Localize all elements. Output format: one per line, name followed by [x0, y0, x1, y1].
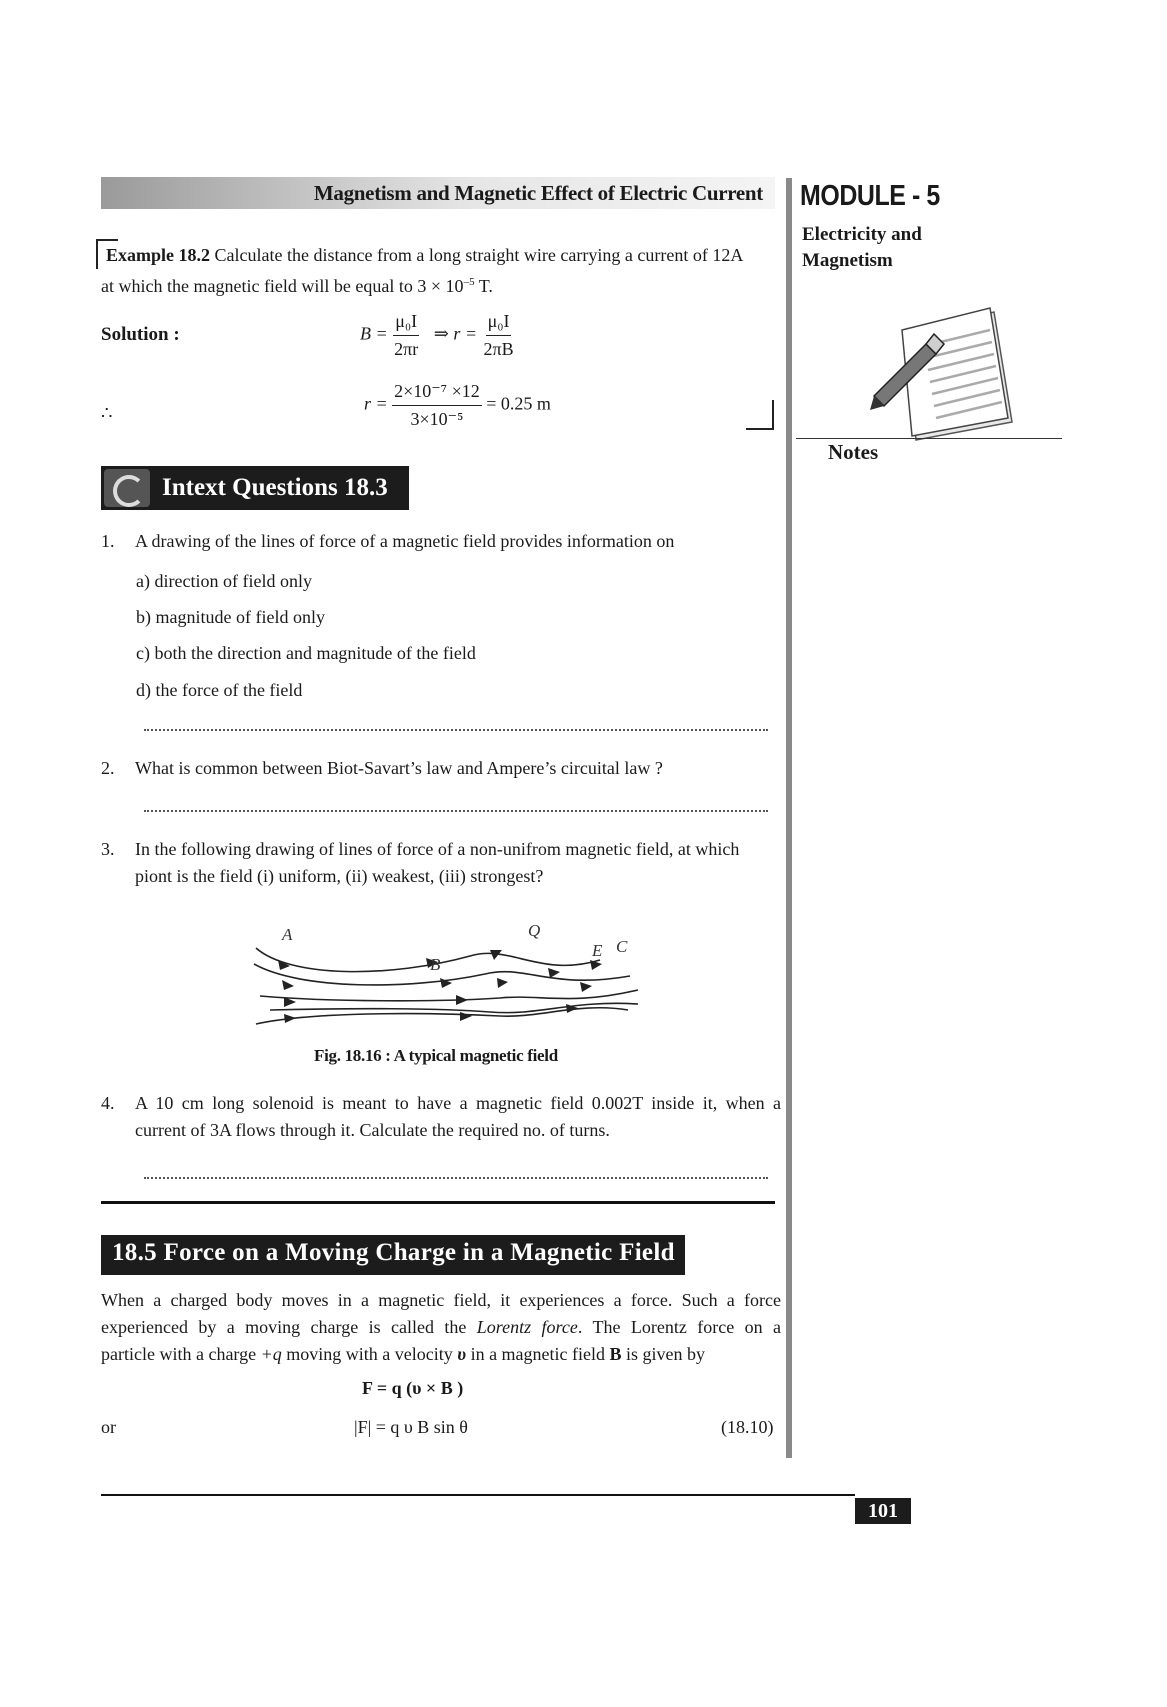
q3-text-2: piont is the field (i) uniform, (ii) weakest, (iii) strongest? [135, 866, 544, 886]
q1-option-a: a) direction of field only [136, 571, 312, 591]
q1-option-c: c) both the direction and magnitude of the field [136, 643, 476, 663]
q4-text-1: A 10 cm long solenoid is meant to have a magnetic field 0.002T inside it, when a [135, 1093, 781, 1113]
eq1-den2: 2πB [483, 339, 514, 359]
para-line-3d: is given by [621, 1344, 706, 1364]
q2-text: What is common between Biot-Savart’s law and Ampere’s circuital law ? [135, 758, 663, 778]
eq2-lhs: r = [364, 393, 388, 414]
para-line-1: When a charged body moves in a magnetic field, it experiences a force. Such a force [101, 1290, 781, 1310]
notes-label: Notes [828, 440, 879, 464]
para-line-3a: particle with a charge [101, 1344, 261, 1364]
para-line-2a: experienced by a moving charge is called the [101, 1317, 477, 1337]
fig-label-a: A [282, 925, 293, 944]
eq2-den: 3×10⁻⁵ [410, 409, 464, 429]
module-subtitle [802, 222, 952, 274]
solution-label: Solution : [101, 324, 180, 345]
para-line-2b: . The Lorentz force on a [577, 1317, 781, 1337]
lorentz-force-term: Lorentz force [476, 1317, 578, 1337]
equation-1 [360, 308, 516, 363]
eq1-lhs: B = [360, 323, 388, 344]
para-line-2 [101, 1314, 781, 1341]
question-1 [101, 528, 781, 555]
question-2 [101, 755, 663, 782]
example-line-2 [101, 269, 493, 300]
answer-line-2 [144, 810, 768, 812]
q3-text-1: In the following drawing of lines of force of a non-unifrom magnetic field, at which [135, 839, 740, 859]
fig-label-c: C [616, 937, 628, 956]
module-subtitle-line-2: Magnetism [802, 250, 893, 271]
eq2-rhs: = 0.25 m [486, 393, 551, 414]
eq1-num2: μ₀I [486, 308, 512, 336]
fig-label-b: B [430, 955, 441, 974]
field-symbol: B [609, 1344, 622, 1364]
lorentz-equation-1: F = q (υ × B ) [362, 1378, 464, 1398]
section-divider [101, 1201, 775, 1204]
running-header [101, 177, 775, 209]
answer-line-1 [144, 729, 768, 731]
q1-text: A drawing of the lines of force of a magnetic field provides information on [135, 531, 675, 551]
eq1-den: 2πr [394, 339, 419, 359]
section-paragraph [101, 1287, 781, 1368]
lorentz-equation-2: |F| = q υ B sin θ [354, 1417, 468, 1437]
page-number: 101 [855, 1498, 911, 1524]
therefore-symbol: ∴ [101, 403, 113, 423]
example-text-1: Calculate the distance from a long straight wire carrying a current of 12A [214, 245, 744, 265]
answer-line-4 [144, 1177, 768, 1179]
para-line-3c: in a magnetic field [466, 1344, 610, 1364]
magnetic-field-figure [240, 920, 640, 1040]
eq2-num: 2×10⁻⁷ ×12 [392, 378, 482, 406]
q1-option-b: b) magnitude of field only [136, 607, 325, 627]
section-title: 18.5 Force on a Moving Charge in a Magnetic Field [112, 1239, 675, 1266]
para-line-3b: moving with a velocity [281, 1344, 458, 1364]
eq1-mid: ⇒ r = [433, 323, 477, 344]
example-line-1 [106, 242, 776, 269]
q4-text-2: current of 3A flows through it. Calculate the required no. of turns. [135, 1120, 610, 1140]
fig-label-q: Q [528, 921, 541, 940]
q1-number: 1. [101, 531, 115, 551]
module-subtitle-line-1: Electricity and [802, 224, 922, 245]
example-exponent: –5 [463, 276, 475, 288]
intext-title: Intext Questions 18.3 [162, 474, 388, 501]
question-3 [101, 836, 781, 890]
eq1-fraction-1 [392, 308, 420, 363]
example-text-2: at which the magnetic field will be equal to 3 × 10 [101, 276, 464, 296]
equation-2 [364, 378, 551, 433]
charge-symbol: +q [260, 1344, 282, 1364]
eq1-num: μ₀I [393, 308, 419, 336]
velocity-symbol: υ [457, 1344, 467, 1364]
equation-number: (18.10) [721, 1417, 774, 1437]
notes-rule [796, 438, 1062, 439]
fig-label-e: E [592, 941, 603, 960]
module-title: MODULE - 5 [800, 180, 940, 212]
eq1-fraction-2 [481, 308, 515, 363]
question-4 [101, 1090, 781, 1144]
intext-question-icon [104, 469, 150, 507]
pencil-paper-icon [866, 304, 1026, 454]
footer-rule [101, 1494, 855, 1496]
eq2-fraction [392, 378, 482, 433]
q4-number: 4. [101, 1093, 115, 1113]
example-label: Example 18.2 [106, 245, 211, 265]
q1-option-d: d) the force of the field [136, 680, 303, 700]
running-header-title: Magnetism and Magnetic Effect of Electric Current [313, 181, 763, 205]
figure-caption: Fig. 18.16 : A typical magnetic field [314, 1046, 558, 1065]
q3-number: 3. [101, 839, 115, 859]
q2-number: 2. [101, 758, 115, 778]
or-label: or [101, 1417, 116, 1437]
sidebar-rule [786, 178, 792, 1458]
example-end-mark [746, 400, 774, 430]
example-text-2-end: T. [474, 276, 493, 296]
para-line-3 [101, 1341, 781, 1368]
